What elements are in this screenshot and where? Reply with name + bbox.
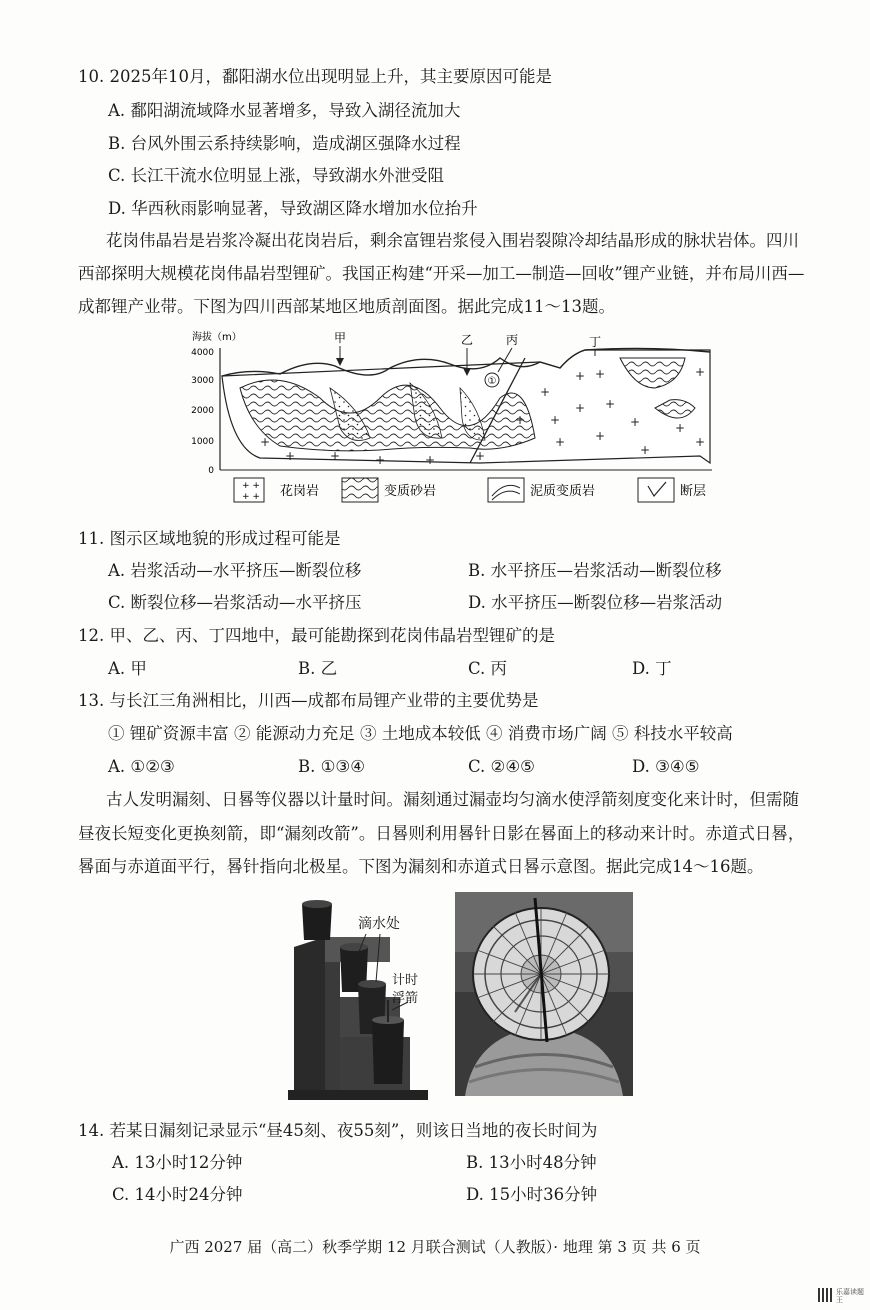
legend <box>234 478 706 502</box>
svg-text:+: + <box>694 365 706 379</box>
svg-text:+: + <box>639 443 651 457</box>
ytick-0: 0 <box>208 466 214 476</box>
ytick-1000: 1000 <box>191 437 214 447</box>
q14-option-b: B. 13小时48分钟 <box>466 1153 597 1172</box>
q11-option-c: C. 断裂位移—岩浆活动—水平挤压 <box>108 593 362 612</box>
q10-stem: 10. 2025年10月，鄱阳湖水位出现明显上升，其主要原因可能是 <box>78 67 552 86</box>
legend-granite: 花岗岩 <box>280 484 320 499</box>
q10-option-c: C. 长江干流水位明显上涨，导致湖水外泄受阻 <box>108 166 445 185</box>
q13-option-d: D. ③④⑤ <box>632 757 700 776</box>
legend-fault: 断层 <box>680 484 707 499</box>
page-footer: 广西 2027 届（高二）秋季学期 12 月联合测试（人教版）· 地理 第 3 页 共 6 页 <box>169 1238 701 1256</box>
svg-text:+: + <box>329 449 341 463</box>
svg-text:+ +: + + <box>242 492 260 502</box>
svg-text:+: + <box>574 369 586 383</box>
svg-text:+: + <box>374 453 386 467</box>
q12-option-a: A. 甲 <box>108 659 147 678</box>
legend-meta-sand: 变质砂岩 <box>384 484 437 499</box>
q13-option-b: B. ①③④ <box>298 757 365 776</box>
watermark-text: 乐嘉读题王 <box>836 1288 864 1304</box>
q11-option-a: A. 岩浆活动—水平挤压—断裂位移 <box>108 561 362 580</box>
svg-text:+: + <box>594 429 606 443</box>
svg-text:+: + <box>674 421 686 435</box>
legend-mud-meta: 泥质变质岩 <box>530 484 596 499</box>
q14-option-d: D. 15小时36分钟 <box>466 1185 598 1204</box>
svg-text:+: + <box>424 453 436 467</box>
geologic-cross-section <box>180 328 730 510</box>
q14-option-c: C. 14小时24分钟 <box>112 1185 243 1204</box>
q11-option-d: D. 水平挤压—断裂位移—岩浆活动 <box>468 593 723 612</box>
svg-text:+: + <box>694 435 706 449</box>
svg-text:+: + <box>284 449 296 463</box>
point-bing: 丙 <box>505 333 519 347</box>
svg-text:+: + <box>594 367 606 381</box>
q10-option-a: A. 鄱阳湖流域降水显著增多，导致入湖径流加大 <box>108 101 461 120</box>
point-ding: 丁 <box>588 335 602 349</box>
label-drip-point: 滴水处 <box>358 916 400 932</box>
q12-option-c: C. 丙 <box>468 659 508 678</box>
passage2-line3: 晷面与赤道面平行，晷针指向北极星。下图为漏刻和赤道式日晷示意图。据此完成14～16题。 <box>78 857 764 876</box>
q11-stem: 11. 图示区域地貌的形成过程可能是 <box>78 529 341 548</box>
qr-code-icon <box>818 1288 832 1302</box>
passage1-line1: 花岗伟晶岩是岩浆冷凝出花岗岩后，剩余富锂岩浆侵入围岩裂隙冷却结晶形成的脉状岩体。四川 <box>106 231 799 250</box>
equatorial-sundial-figure <box>455 892 633 1096</box>
q10-option-b: B. 台风外围云系持续影响，造成湖区强降水过程 <box>108 134 461 153</box>
ytick-3000: 3000 <box>191 376 214 386</box>
svg-text:+: + <box>554 435 566 449</box>
svg-text:+: + <box>629 415 641 429</box>
point-yi: 乙 <box>460 333 474 347</box>
svg-text:+: + <box>574 401 586 415</box>
q12-option-b: B. 乙 <box>298 659 338 678</box>
passage2-line2: 昼夜长短变化更换刻箭，即“漏刻改箭”。日晷则利用晷针日影在晷面上的移动来计时。赤道式日晷， <box>78 824 805 843</box>
point-circle-1: ① <box>487 376 497 387</box>
point-jia: 甲 <box>333 331 347 345</box>
svg-text:+: + <box>514 413 526 427</box>
label-float-arrow-1: 计时 <box>392 973 419 988</box>
q12-stem: 12. 甲、乙、丙、丁四地中，最可能勘探到花岗伟晶岩型锂矿的是 <box>78 626 555 645</box>
svg-text:+ +: + + <box>242 481 260 491</box>
y-axis-label: 海拔（m） <box>192 332 242 343</box>
q13-option-a: A. ①②③ <box>108 757 175 776</box>
ytick-4000: 4000 <box>191 348 214 358</box>
svg-text:+: + <box>259 435 271 449</box>
label-float-arrow-2: 浮箭 <box>392 991 419 1006</box>
q14-stem: 14. 若某日漏刻记录显示“昼45刻、夜55刻”，则该日当地的夜长时间为 <box>78 1121 598 1140</box>
q12-option-d: D. 丁 <box>632 659 672 678</box>
q13-option-c: C. ②④⑤ <box>468 757 535 776</box>
q11-option-b: B. 水平挤压—岩浆活动—断裂位移 <box>468 561 722 580</box>
q13-items: ① 锂矿资源丰富 ② 能源动力充足 ③ 土地成本较低 ④ 消费市场广阔 ⑤ 科技水平较高 <box>108 724 733 743</box>
q13-stem: 13. 与长江三角洲相比，川西—成都布局锂产业带的主要优势是 <box>78 691 539 710</box>
q14-option-a: A. 13小时12分钟 <box>112 1153 243 1172</box>
svg-text:+: + <box>474 449 486 463</box>
svg-text:+: + <box>604 397 616 411</box>
q10-option-d: D. 华西秋雨影响显著，导致湖区降水增加水位抬升 <box>108 199 478 218</box>
passage2-line1: 古人发明漏刻、日晷等仪器以计量时间。漏刻通过漏壶均匀滴水使浮箭刻度变化来计时，但需随 <box>106 790 799 809</box>
passage1-line3: 成都锂产业带。下图为四川西部某地区地质剖面图。据此完成11～13题。 <box>78 297 615 316</box>
svg-text:+: + <box>539 385 551 399</box>
water-clock-figure <box>280 892 445 1102</box>
passage1-line2: 西部探明大规模花岗伟晶岩型锂矿。我国正构建“开采—加工—制造—回收”锂产业链，并布局川西— <box>78 264 805 283</box>
ytick-2000: 2000 <box>191 406 214 416</box>
svg-text:+: + <box>549 413 561 427</box>
